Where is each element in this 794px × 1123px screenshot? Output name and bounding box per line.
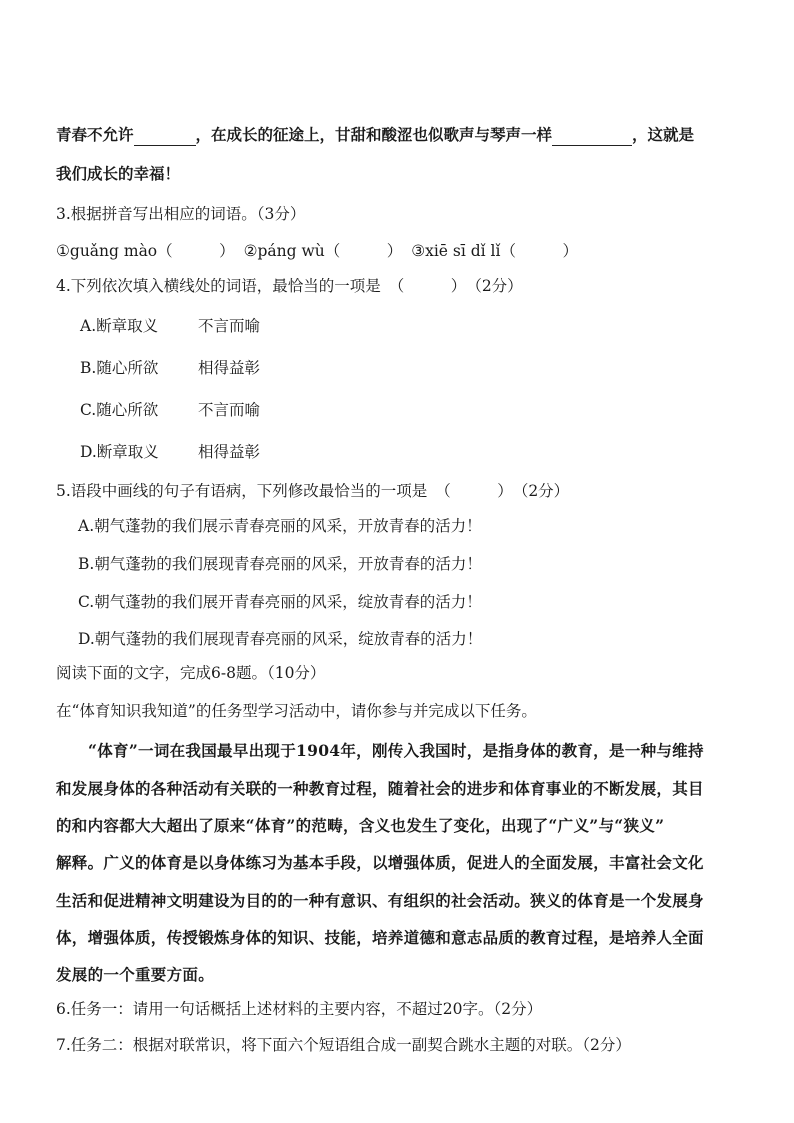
intro-text-b: ，在成长的征途上，甘甜和酸涩也似歌声与琴声一样 xyxy=(195,125,553,144)
q4-option-c[interactable] xyxy=(80,399,260,421)
option-text: A.断章取义 xyxy=(80,317,159,335)
reading-task: 在“体育知识我知道”的任务型学习活动中，请你参与并完成以下任务。 xyxy=(56,702,537,720)
answer-blank-1[interactable] xyxy=(134,127,196,146)
para-line-1: “体育”一词在我国最早出现于1904年，刚传入我国时，是指身体的教育，是一种与维持 xyxy=(88,741,704,760)
answer-paren-1[interactable]: （ ） xyxy=(157,242,235,260)
q4-option-b[interactable] xyxy=(80,357,260,379)
q6-title: 6.任务一：请用一句话概括上述材料的主要内容，不超过20字。（2分） xyxy=(56,1000,543,1018)
q4-score: （2分） xyxy=(466,277,523,295)
option-text: B.随心所欲 xyxy=(80,359,159,377)
para-line-4: 解释。广义的体育是以身体练习为基本手段，以增强体质，促进人的全面发展，丰富社会文化 xyxy=(56,853,704,872)
pinyin-1: ①guǎng mào xyxy=(56,242,158,260)
option-text: C.随心所欲 xyxy=(80,401,159,419)
q5-answer-paren[interactable]: （ ） xyxy=(435,482,513,500)
pinyin-2: ②páng wù xyxy=(243,242,325,260)
q5-option-b[interactable]: B.朝气蓬勃的我们展现青春亮丽的风采，开放青春的活力！ xyxy=(78,555,482,573)
option-text: 不言而喻 xyxy=(198,401,261,419)
intro-line-2 xyxy=(56,163,180,185)
q5-option-a[interactable]: A.朝气蓬勃的我们展示青春亮丽的风采，开放青春的活力！ xyxy=(78,517,482,535)
para-line-6: 体，增强体质，传授锻炼身体的知识、技能，培养道德和意志品质的教育过程，是培养人全面 xyxy=(56,928,704,947)
intro-line-1 xyxy=(56,124,694,146)
q5-title-text: 5.语段中画线的句子有语病，下列修改最恰当的一项是 xyxy=(56,482,428,500)
option-text: 不言而喻 xyxy=(198,317,261,335)
reading-instruction: 阅读下面的文字，完成6-8题。（10分） xyxy=(56,664,326,682)
para-line-2: 和发展身体的各种活动有关联的一种教育过程，随着社会的进步和体育事业的不断发展，其目 xyxy=(56,779,704,798)
answer-paren-2[interactable]: （ ） xyxy=(324,242,403,260)
intro-text-c: ，这就是 xyxy=(632,125,695,144)
q4-option-d[interactable] xyxy=(80,441,260,463)
q5-option-d[interactable]: D.朝气蓬勃的我们展现青春亮丽的风采，绽放青春的活力！ xyxy=(78,630,483,648)
q4-option-a[interactable] xyxy=(80,315,260,337)
q4-title xyxy=(56,275,523,297)
option-text: D.断章取义 xyxy=(80,443,159,461)
q4-answer-paren[interactable]: （ ） xyxy=(388,277,467,295)
q3-items xyxy=(56,240,578,262)
option-text: 相得益彰 xyxy=(198,443,261,461)
q5-title xyxy=(56,480,569,502)
pinyin-3: ③xiē sī dǐ lǐ xyxy=(411,242,501,260)
intro-text-a: 青春不允许 xyxy=(56,125,134,144)
q5-score: （2分） xyxy=(512,482,570,500)
para-line-3: 的和内容都大大超出了原来“体育”的范畴，含义也发生了变化，出现了“广义”与“狭义” xyxy=(56,816,665,835)
q3-title: 3.根据拼音写出相应的词语。（3分） xyxy=(56,205,306,223)
option-text: 相得益彰 xyxy=(198,359,261,377)
para-line-7: 发展的一个重要方面。 xyxy=(56,965,215,984)
para-line-5: 生活和促进精神文明建设为目的的一种有意识、有组织的社会活动。狭义的体育是一个发展身 xyxy=(56,891,704,910)
q7-title: 7.任务二：根据对联常识，将下面六个短语组合成一副契合跳水主题的对联。（2分） xyxy=(56,1036,631,1054)
q4-title-text: 4.下列依次填入横线处的词语，最恰当的一项是 xyxy=(56,277,381,295)
answer-blank-2[interactable] xyxy=(552,127,632,146)
answer-paren-3[interactable]: （ ） xyxy=(500,242,578,260)
intro-text-d: 我们成长的幸福！ xyxy=(56,164,181,183)
q5-option-c[interactable]: C.朝气蓬勃的我们展开青春亮丽的风采，绽放青春的活力！ xyxy=(78,593,482,611)
